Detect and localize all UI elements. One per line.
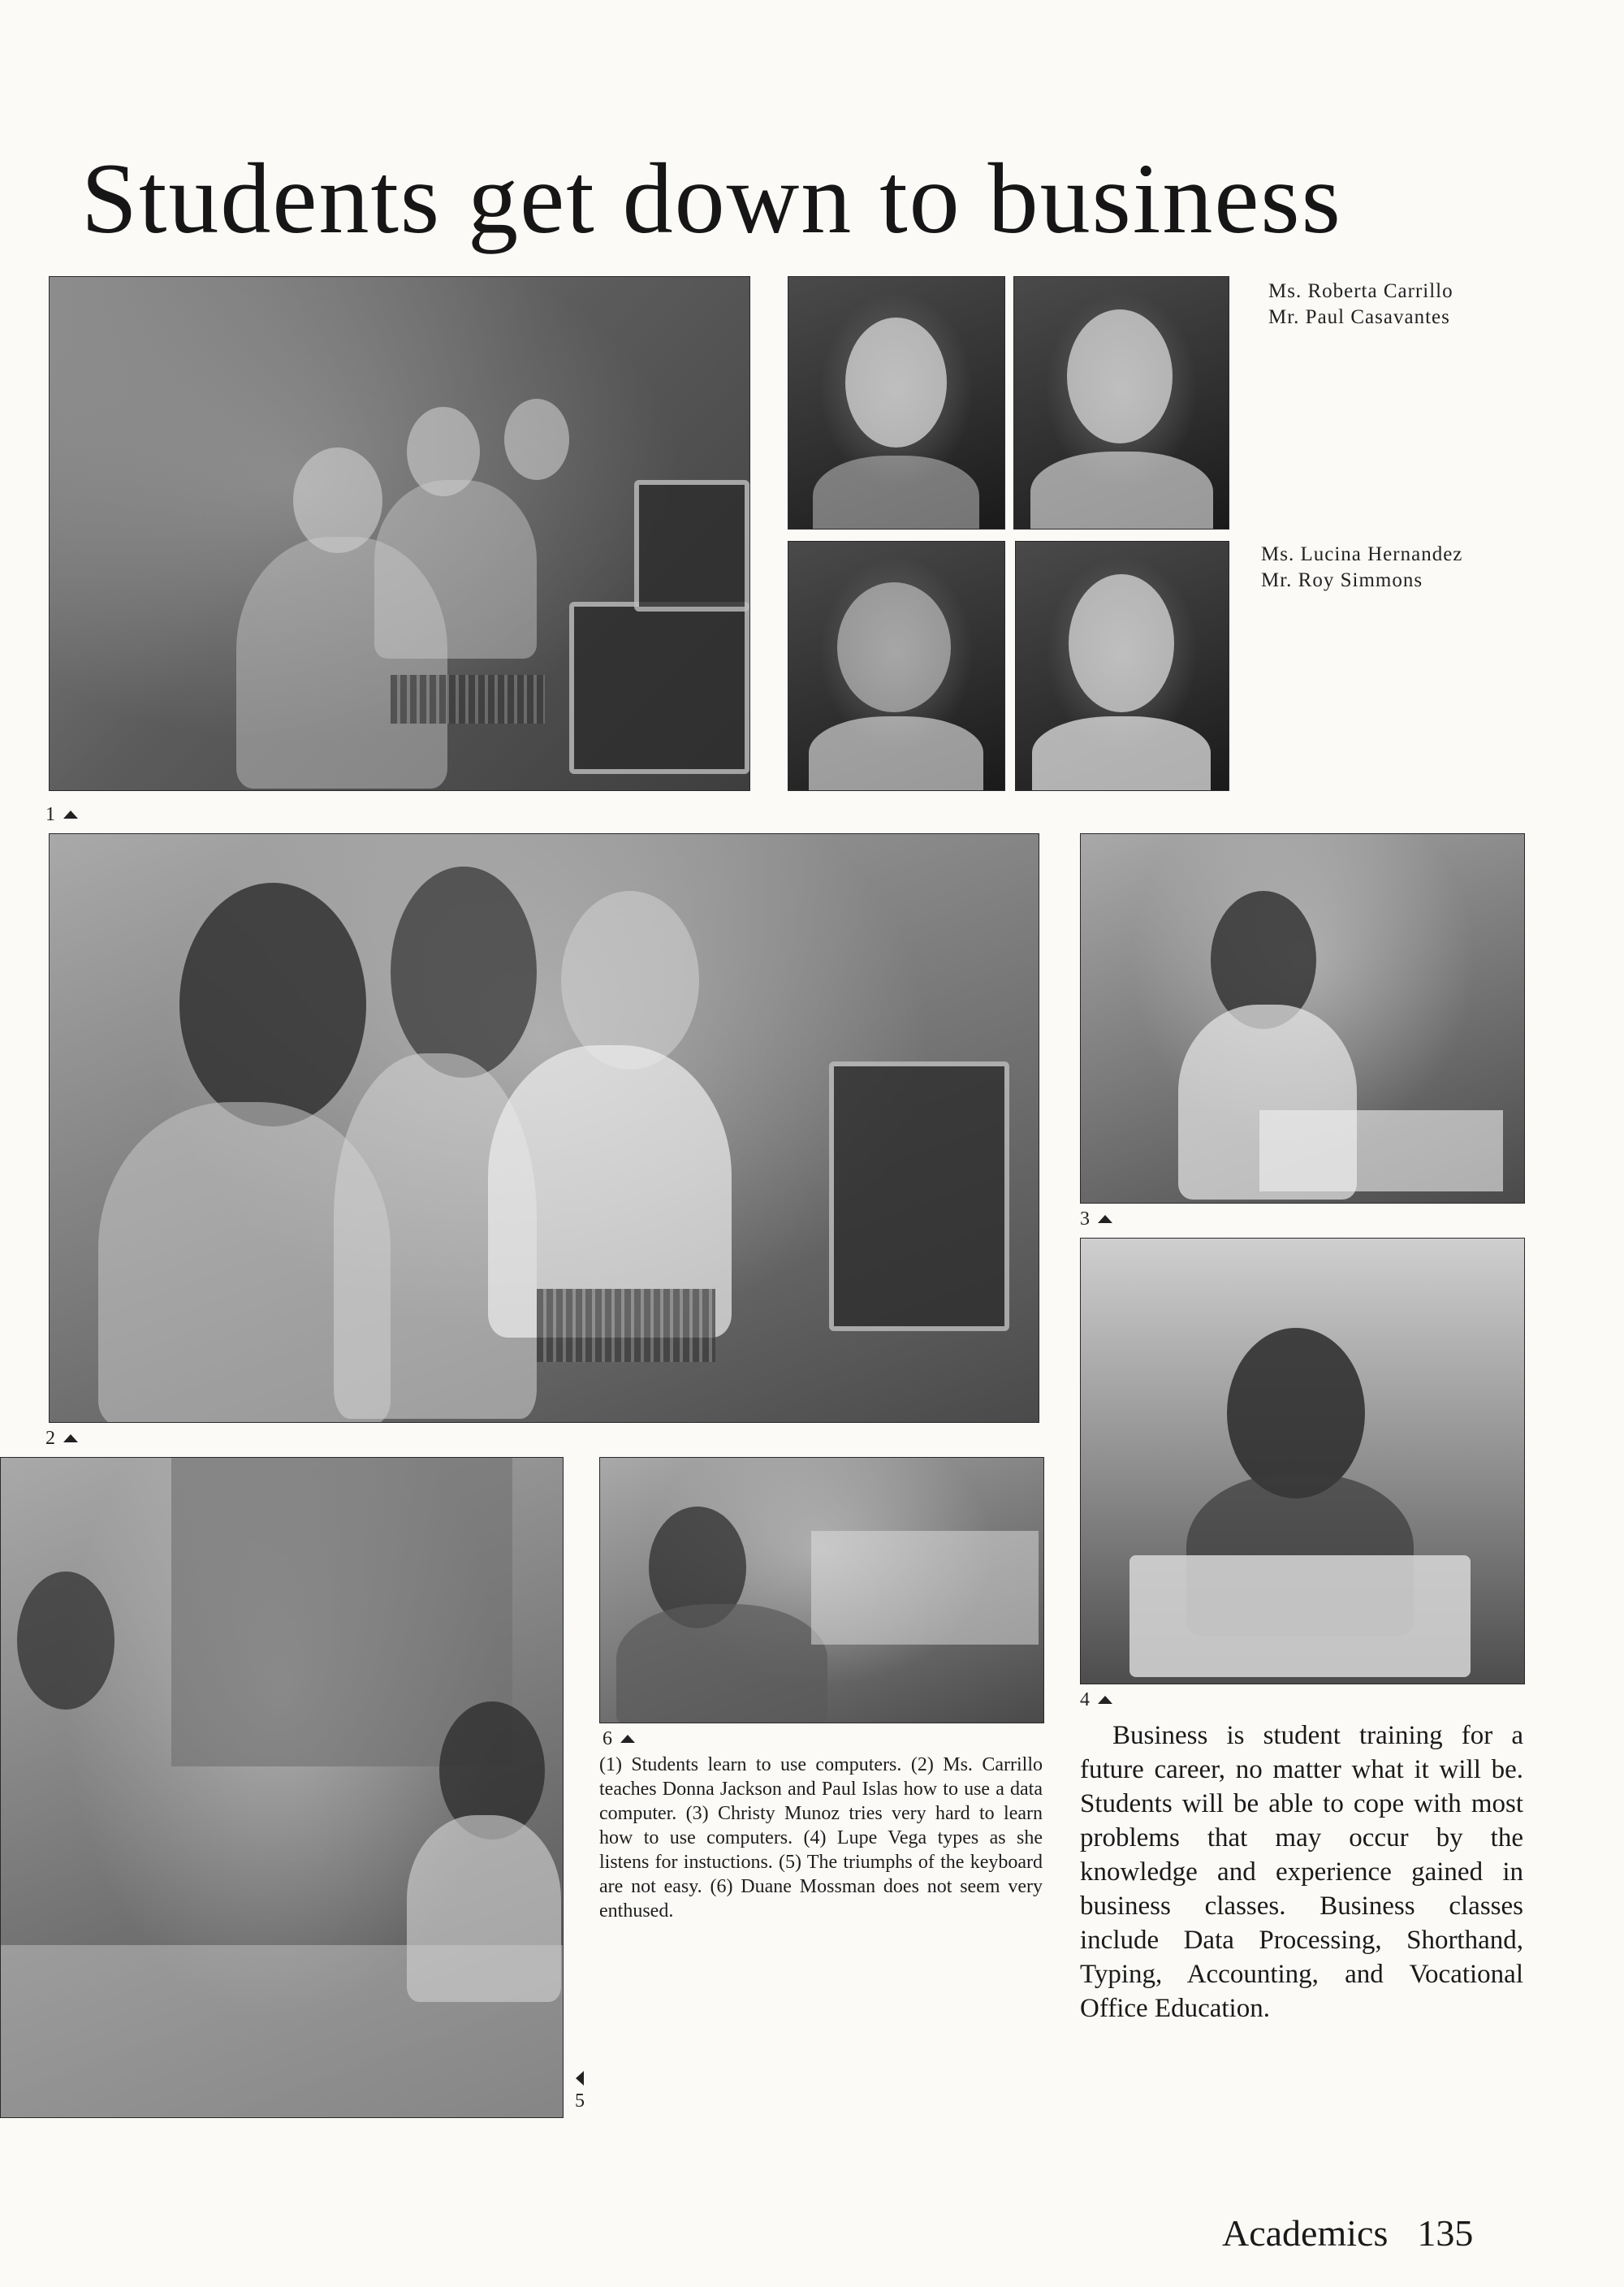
faculty-name: Ms. Lucina Hernandez [1261, 543, 1463, 565]
photo-1-computer-lab [49, 276, 750, 791]
faculty-names-1 [1268, 279, 1593, 331]
photo-3-student-at-desk [1080, 833, 1525, 1204]
photo-4-typing [1080, 1238, 1525, 1684]
figure-number: 1 [45, 804, 55, 825]
figure-number: 4 [1080, 1689, 1090, 1710]
section-name: Academics [1222, 2212, 1389, 2254]
figure-label-3 [1080, 1208, 1112, 1230]
body-paragraph: Business is student training for a future career, no matter what it will be. Students will be able to cope with most problems that may occur by the knowledge and experience gained in business classes. Business classes include Data Processing, Shorthand, Typing, Accounting, and Vocational Office Education. [1080, 1721, 1523, 2023]
figure-number: 2 [45, 1428, 55, 1449]
figure-label-5 [575, 2071, 585, 2112]
faculty-names-2 [1261, 542, 1602, 594]
figure-number: 3 [1080, 1208, 1090, 1230]
portrait-lucina-hernandez [788, 541, 1005, 791]
arrow-up-icon [63, 1434, 78, 1442]
page-title: Students get down to business [81, 143, 1342, 254]
photo-2-data-computer [49, 833, 1039, 1423]
figure-number: 6 [603, 1728, 612, 1749]
photo-6-student-looking-back [599, 1457, 1044, 1723]
page-footer [1222, 2211, 1473, 2256]
portrait-paul-casavantes [1013, 276, 1229, 530]
figure-label-6 [603, 1728, 635, 1749]
portrait-roy-simmons [1015, 541, 1229, 791]
arrow-left-icon [576, 2071, 584, 2086]
arrow-up-icon [1098, 1696, 1112, 1704]
arrow-up-icon [63, 811, 78, 819]
figure-label-1 [45, 804, 78, 825]
arrow-up-icon [620, 1735, 635, 1743]
faculty-name: Ms. Roberta Carrillo [1268, 280, 1453, 302]
figure-label-2 [45, 1428, 78, 1449]
faculty-name: Mr. Paul Casavantes [1268, 306, 1450, 328]
page-number: 135 [1417, 2212, 1474, 2254]
portrait-roberta-carrillo [788, 276, 1005, 530]
photo-captions: (1) Students learn to use computers. (2) Ms. Carrillo teaches Donna Jackson and Paul Islas how to use a data computer. (3) Christy Munoz tries very hard to learn how to use computers. (4) Lupe Vega types as she listens for instuctions. (5) The triumphs of the keyboard are not easy. (6) Duane Mossman does not seem very enthused. [599, 1754, 1043, 1922]
figure-label-4 [1080, 1689, 1112, 1710]
photo-5-typing-class [0, 1457, 564, 2118]
faculty-name: Mr. Roy Simmons [1261, 569, 1423, 591]
arrow-up-icon [1098, 1215, 1112, 1223]
figure-number: 5 [575, 2090, 585, 2112]
